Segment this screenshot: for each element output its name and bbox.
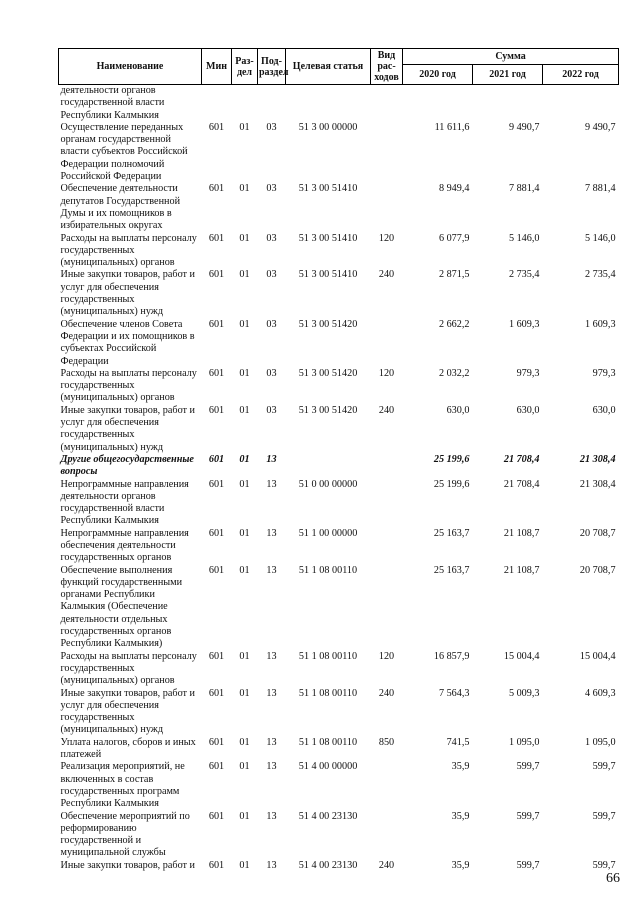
row-razdel: 01: [239, 859, 250, 871]
row-2022: 21 308,4: [579, 453, 616, 465]
row-2020: 2 032,2: [438, 367, 470, 379]
row-name: Обеспечение членов Совета Федерации и их помощников в субъектах Российской Федерации: [60, 318, 195, 367]
row-vid: [371, 565, 403, 651]
row-2022: 1 095,0: [584, 736, 616, 748]
row-target: 51 1 08 00110: [298, 564, 358, 576]
row-name: Расходы на выплаты персоналу государственных (муниципальных) органов: [60, 367, 197, 404]
row-name: Другие общегосударственные вопросы: [60, 453, 194, 478]
row-target: 51 1 08 00110: [298, 736, 358, 748]
row-target: 51 1 08 00110: [298, 687, 358, 699]
header-2020: 2020 год: [403, 65, 473, 85]
row-2020: 8 949,4: [438, 183, 470, 195]
row-razdel: 01: [239, 687, 250, 699]
row-min: 601: [208, 478, 225, 490]
header-min: Мин: [202, 49, 232, 85]
row-name: Непрограммные направления деятельности органов государственной власти Республики Калмыкия: [60, 478, 189, 527]
row-2020: 25 163,7: [433, 527, 470, 539]
row-razdel: [232, 85, 258, 122]
row-podrazdel: 13: [266, 650, 277, 662]
table-header: [59, 49, 619, 85]
row-podrazdel: 13: [266, 687, 277, 699]
row-2020: 741,5: [446, 736, 470, 748]
table-row: [59, 454, 619, 479]
row-vid: [371, 122, 403, 183]
row-target: 51 3 00 51420: [298, 404, 358, 416]
header-razdel: Раз-дел: [232, 49, 258, 85]
row-2022: 2 735,4: [584, 269, 616, 281]
row-2020: 35,9: [451, 761, 470, 773]
row-razdel: 01: [239, 269, 250, 281]
row-podrazdel: 13: [266, 761, 277, 773]
row-2021: 599,7: [516, 859, 540, 871]
row-name: Обеспечение выполнения функций государственными органами Республики Калмыкия (Обеспечение деятельности отдельных государственных органов Республики Калмыкия): [60, 564, 183, 650]
row-vid: 240: [378, 404, 395, 416]
row-2021: 21 108,7: [503, 564, 540, 576]
row-min: 601: [208, 810, 225, 822]
row-razdel: 01: [239, 478, 250, 490]
row-2022: 599,7: [592, 810, 616, 822]
row-2022: 979,3: [592, 367, 616, 379]
row-2022: 20 708,7: [579, 564, 616, 576]
table-row: [59, 183, 619, 232]
row-name: Непрограммные направления обеспечения деятельности государственных органов: [60, 527, 189, 564]
row-target: 51 3 00 51410: [298, 269, 358, 281]
row-podrazdel: 13: [266, 527, 277, 539]
row-podrazdel: [258, 85, 286, 122]
row-2021: 1 095,0: [508, 736, 540, 748]
page-number: 66: [606, 871, 620, 886]
row-podrazdel: 03: [266, 269, 277, 281]
row-name: Расходы на выплаты персоналу государственных (муниципальных) органов: [60, 650, 197, 687]
row-2020: 25 163,7: [433, 564, 470, 576]
row-2022: 1 609,3: [584, 318, 616, 330]
row-2022: [543, 85, 619, 122]
table-row: [59, 405, 619, 454]
table-row: [59, 688, 619, 737]
table-row: [59, 565, 619, 651]
row-2020: 16 857,9: [433, 650, 470, 662]
row-name: деятельности органов государственной власти Республики Калмыкия: [60, 85, 165, 121]
row-vid: 240: [378, 687, 395, 699]
row-vid: 120: [378, 232, 395, 244]
row-2021: 599,7: [516, 810, 540, 822]
row-min: 601: [208, 453, 225, 465]
row-target: 51 3 00 51410: [298, 232, 358, 244]
row-2020: 6 077,9: [438, 232, 470, 244]
header-vid: Вид рас-ходов: [371, 49, 403, 85]
row-vid: 120: [378, 650, 395, 662]
row-min: [202, 85, 232, 122]
row-name: Обеспечение деятельности депутатов Государственной Думы и их помощников в избирательных округах: [60, 183, 181, 232]
table-row: [59, 233, 619, 270]
table-row: [59, 651, 619, 688]
row-min: 601: [208, 859, 225, 871]
row-min: 601: [208, 232, 225, 244]
row-min: 601: [208, 650, 225, 662]
row-2020: 630,0: [446, 404, 470, 416]
row-2021: 5 009,3: [508, 687, 540, 699]
row-razdel: 01: [239, 404, 250, 416]
row-name: Осуществление переданных органам государственной власти субъектов Российской Федерации полномочий Российской Федерации: [60, 121, 188, 183]
row-podrazdel: 03: [266, 121, 277, 133]
header-2021: 2021 год: [473, 65, 543, 85]
row-2020: [403, 85, 473, 122]
row-min: 601: [208, 404, 225, 416]
row-2020: 35,9: [451, 810, 470, 822]
row-razdel: 01: [239, 183, 250, 195]
row-min: 601: [208, 687, 225, 699]
row-name: Иные закупки товаров, работ и услуг для обеспечения государственных (муниципальных) нужд: [60, 269, 195, 318]
row-2022: 21 308,4: [579, 478, 616, 490]
row-2022: 5 146,0: [584, 232, 616, 244]
row-2021: 15 004,4: [503, 650, 540, 662]
row-vid: [371, 761, 403, 810]
row-podrazdel: 03: [266, 404, 277, 416]
row-target: 51 3 00 51420: [298, 318, 358, 330]
table-row: [59, 319, 619, 368]
header-target: Целевая статья: [286, 49, 371, 85]
row-2020: 25 199,6: [433, 478, 470, 490]
row-name: Иные закупки товаров, работ и услуг для обеспечения государственных (муниципальных) нужд: [60, 404, 195, 453]
row-min: 601: [208, 761, 225, 773]
row-vid: [371, 85, 403, 122]
row-2022: 4 609,3: [584, 687, 616, 699]
row-min: 601: [208, 269, 225, 281]
row-target: 51 3 00 00000: [298, 121, 358, 133]
row-razdel: 01: [239, 453, 250, 465]
row-2021: [473, 85, 543, 122]
row-2020: 2 662,2: [438, 318, 470, 330]
table-row: [59, 269, 619, 318]
row-2022: 599,7: [592, 761, 616, 773]
row-2021: 5 146,0: [508, 232, 540, 244]
row-2022: 9 490,7: [584, 121, 616, 133]
row-name: Иные закупки товаров, работ и услуг для обеспечения государственных (муниципальных) нужд: [60, 687, 195, 736]
table-row: [59, 811, 619, 860]
row-vid: [371, 479, 403, 528]
row-vid: [371, 183, 403, 232]
row-2020: 11 611,6: [434, 121, 470, 133]
row-razdel: 01: [239, 367, 250, 379]
row-razdel: 01: [239, 810, 250, 822]
row-podrazdel: 13: [266, 810, 277, 822]
row-name: Иные закупки товаров, работ и: [60, 859, 195, 871]
row-podrazdel: 13: [266, 478, 277, 490]
row-min: 601: [208, 527, 225, 539]
table-row: [59, 737, 619, 762]
row-min: 601: [208, 367, 225, 379]
table-row: [59, 479, 619, 528]
row-2021: 21 108,7: [503, 527, 540, 539]
table-row: [59, 85, 619, 122]
row-razdel: 01: [239, 527, 250, 539]
row-target: 51 3 00 51420: [298, 367, 358, 379]
row-2020: 35,9: [451, 859, 470, 871]
row-podrazdel: 13: [266, 453, 277, 465]
row-target: 51 4 00 23130: [298, 810, 358, 822]
row-name: Уплата налогов, сборов и иных платежей: [60, 736, 196, 761]
row-razdel: 01: [239, 232, 250, 244]
row-2022: 20 708,7: [579, 527, 616, 539]
row-vid: 240: [378, 269, 395, 281]
row-2021: 7 881,4: [508, 183, 540, 195]
header-2022: 2022 год: [543, 65, 619, 85]
budget-page: [58, 48, 618, 872]
row-2022: 630,0: [592, 404, 616, 416]
row-target: 51 4 00 23130: [298, 859, 358, 871]
row-razdel: 01: [239, 564, 250, 576]
row-min: 601: [208, 183, 225, 195]
row-2021: 1 609,3: [508, 318, 540, 330]
row-target: 51 1 00 00000: [298, 527, 358, 539]
row-2021: 9 490,7: [508, 121, 540, 133]
row-podrazdel: 13: [266, 564, 277, 576]
row-vid: 240: [378, 859, 395, 871]
row-2021: 2 735,4: [508, 269, 540, 281]
table-row: [59, 368, 619, 405]
row-2020: 2 871,5: [438, 269, 470, 281]
header-sum: Сумма: [403, 49, 619, 65]
row-razdel: 01: [239, 318, 250, 330]
row-target: [286, 454, 371, 479]
row-vid: [371, 454, 403, 479]
row-podrazdel: 13: [266, 736, 277, 748]
row-min: 601: [208, 736, 225, 748]
row-podrazdel: 13: [266, 859, 277, 871]
row-target: 51 3 00 51410: [298, 183, 358, 195]
row-2020: 25 199,6: [433, 453, 470, 465]
budget-table: [58, 48, 619, 872]
row-2020: 7 564,3: [438, 687, 470, 699]
row-name: Обеспечение мероприятий по реформированию государственной и муниципальной службы: [60, 810, 190, 859]
row-2021: 599,7: [516, 761, 540, 773]
row-name: Реализация мероприятий, не включенных в состав государственных программ Республики Калмыкия: [60, 761, 185, 810]
row-2022: 7 881,4: [584, 183, 616, 195]
row-target: 51 1 08 00110: [298, 650, 358, 662]
row-2022: 15 004,4: [579, 650, 616, 662]
row-min: 601: [208, 318, 225, 330]
row-2021: 21 708,4: [503, 453, 540, 465]
row-target: [286, 85, 371, 122]
row-podrazdel: 03: [266, 183, 277, 195]
header-podrazdel: Под-раздел: [258, 49, 286, 85]
row-razdel: 01: [239, 121, 250, 133]
row-podrazdel: 03: [266, 367, 277, 379]
row-podrazdel: 03: [266, 232, 277, 244]
row-vid: 850: [378, 736, 395, 748]
row-2021: 630,0: [516, 404, 540, 416]
table-body: [59, 85, 619, 873]
row-razdel: 01: [239, 736, 250, 748]
row-razdel: 01: [239, 650, 250, 662]
row-vid: [371, 319, 403, 368]
row-min: 601: [208, 564, 225, 576]
table-row: [59, 761, 619, 810]
row-2021: 979,3: [516, 367, 540, 379]
row-razdel: 01: [239, 761, 250, 773]
row-name: Расходы на выплаты персоналу государственных (муниципальных) органов: [60, 232, 197, 269]
table-row: [59, 528, 619, 565]
table-row: [59, 860, 619, 872]
row-podrazdel: 03: [266, 318, 277, 330]
row-vid: [371, 811, 403, 860]
row-target: 51 0 00 00000: [298, 478, 358, 490]
row-2022: 599,7: [592, 859, 616, 871]
table-row: [59, 122, 619, 183]
row-2021: 21 708,4: [503, 478, 540, 490]
row-vid: 120: [378, 367, 395, 379]
row-vid: [371, 528, 403, 565]
row-min: 601: [208, 121, 225, 133]
row-target: 51 4 00 00000: [298, 761, 358, 773]
header-name: Наименование: [59, 49, 202, 85]
